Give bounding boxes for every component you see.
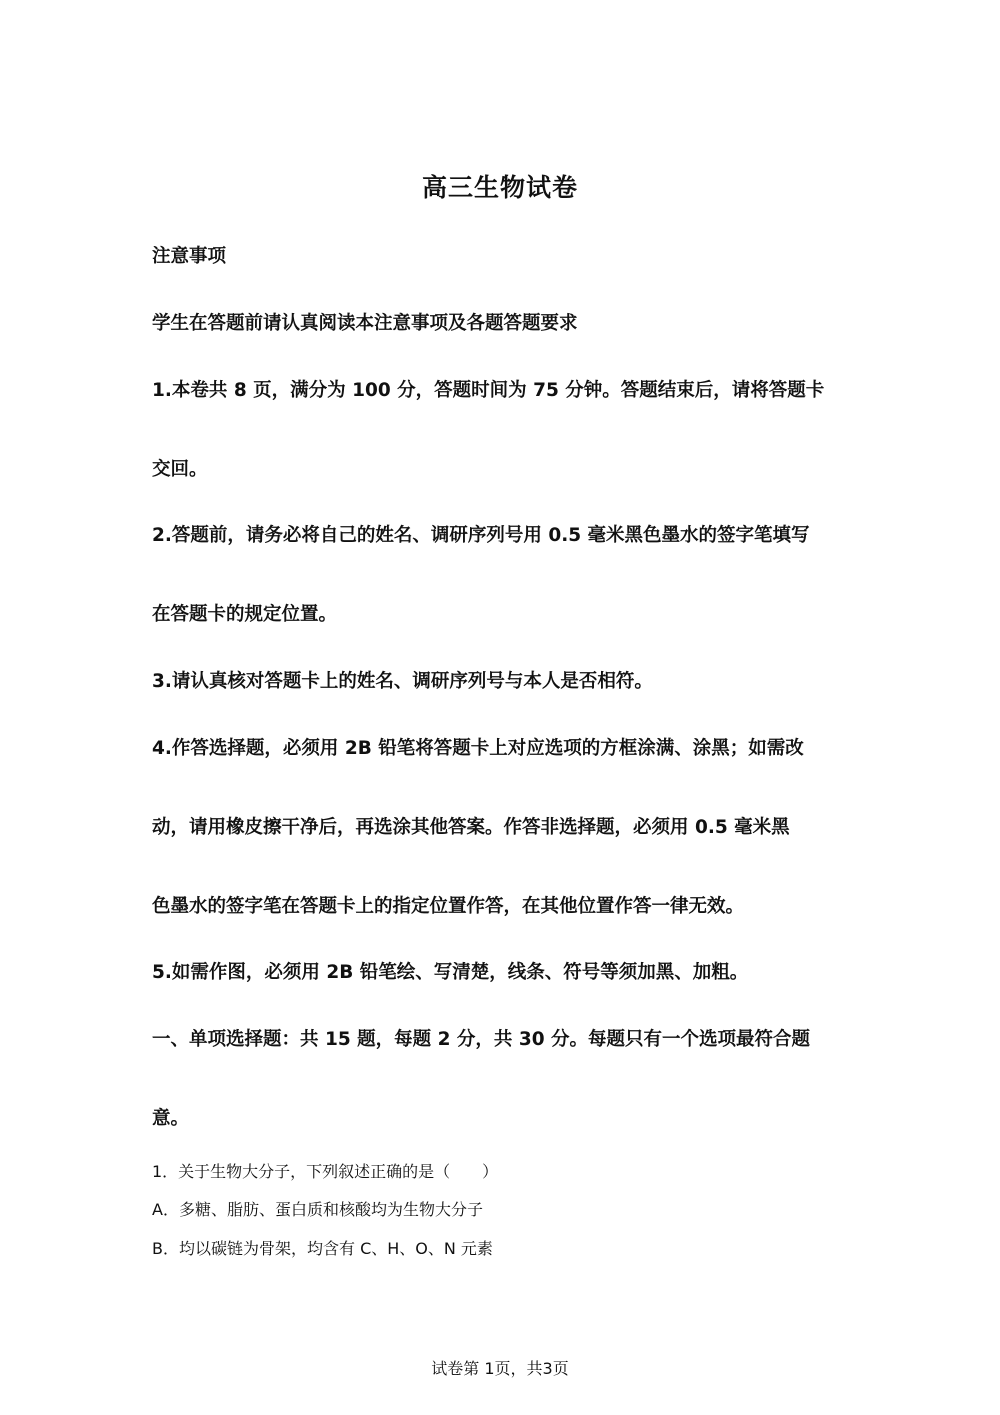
question-1-option-b: B．均以碳链为骨架，均含有 C、H、O、N 元素 (152, 1239, 493, 1258)
notice-line-2: 2.答题前，请务必将自己的姓名、调研序列号用 0.5 毫米黑色墨水的签字笔填写 (152, 525, 810, 546)
section-heading: 一、单项选择题：共 15 题，每题 2 分，共 30 分。每题只有一个选项最符合题 (152, 1029, 811, 1050)
notice-line-2-cont: 在答题卡的规定位置。 (152, 604, 338, 625)
page-title: 高三生物试卷 (421, 173, 578, 202)
page-footer: 试卷第 1页，共3页 (431, 1359, 569, 1378)
section-heading-cont: 意。 (152, 1108, 190, 1129)
notice-line-4: 4.作答选择题，必须用 2B 铅笔将答题卡上对应选项的方框涂满、涂黑；如需改 (152, 738, 804, 759)
question-1-option-a: A．多糖、脂肪、蛋白质和核酸均为生物大分子 (152, 1200, 483, 1219)
notice-line-5: 5.如需作图，必须用 2B 铅笔绘、写清楚，线条、符号等须加黑、加粗。 (152, 962, 749, 983)
notice-line-1: 1.本卷共 8 页，满分为 100 分，答题时间为 75 分钟。答题结束后，请将答题卡 (152, 380, 825, 401)
question-1-stem: 1．关于生物大分子，下列叙述正确的是（ ） (152, 1162, 499, 1181)
notice-line-4-cont-2: 色墨水的签字笔在答题卡上的指定位置作答，在其他位置作答一律无效。 (152, 896, 745, 917)
notice-line-3: 3.请认真核对答题卡上的姓名、调研序列号与本人是否相符。 (152, 671, 653, 692)
notice-line-1-cont: 交回。 (152, 459, 208, 480)
notice-intro: 学生在答题前请认真阅读本注意事项及各题答题要求 (152, 313, 578, 334)
notice-line-4-cont-1: 动，请用橡皮擦干净后，再选涂其他答案。作答非选择题，必须用 0.5 毫米黑 (152, 817, 790, 838)
notice-heading: 注意事项 (152, 246, 227, 267)
